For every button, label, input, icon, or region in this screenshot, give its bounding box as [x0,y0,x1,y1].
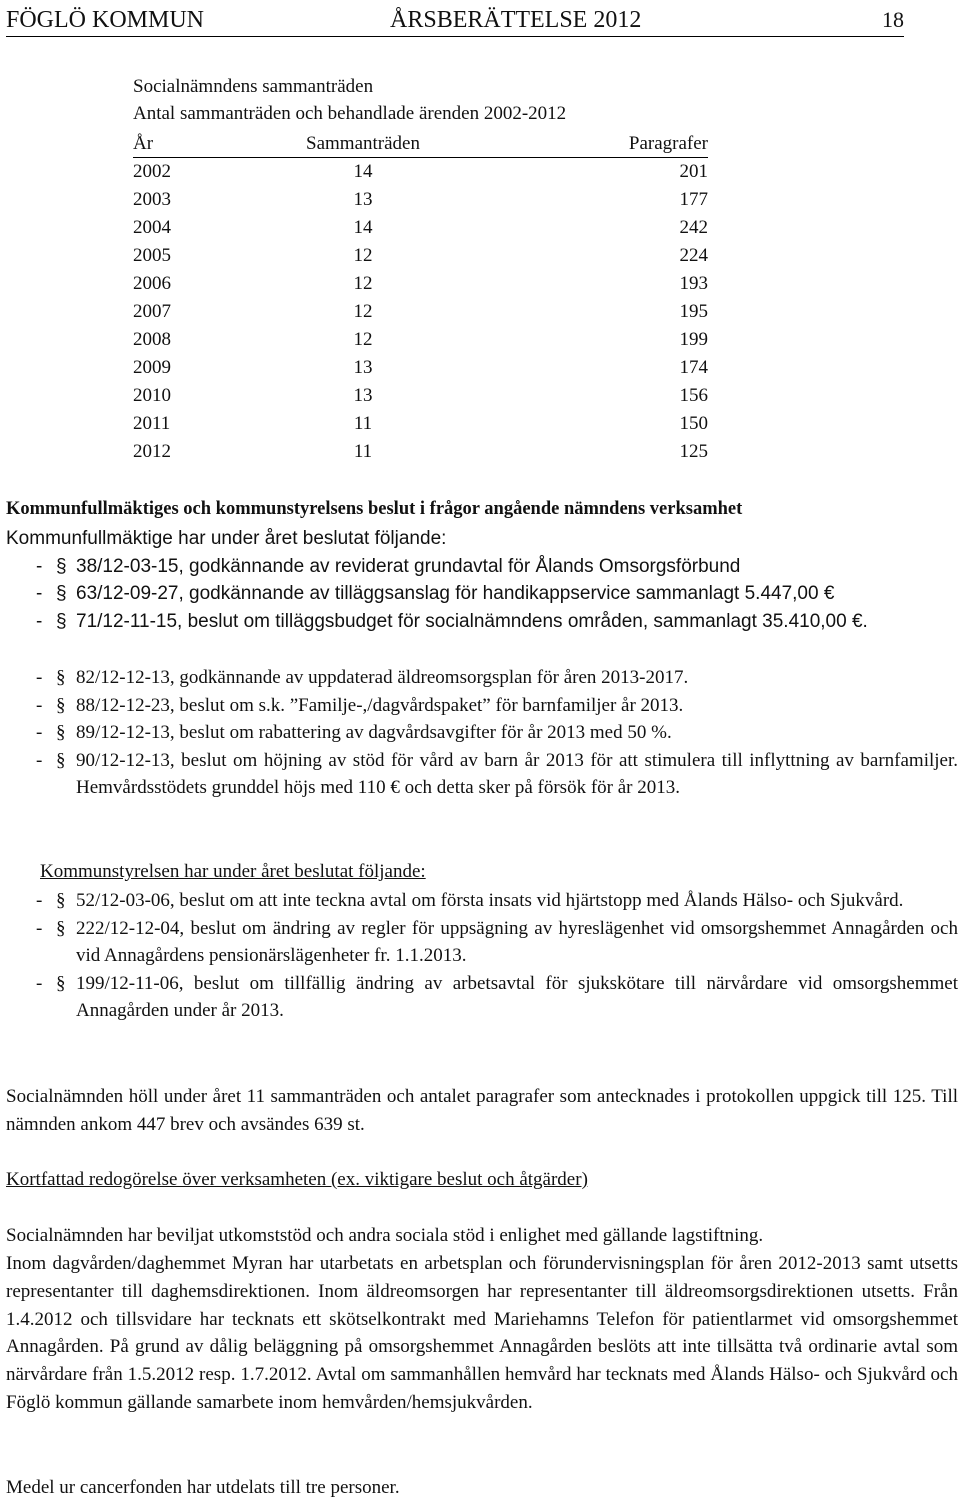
table-row [133,158,708,187]
cell-year: 2004 [133,217,171,238]
overview-paragraph-3: Medel ur cancerfonden har utdelats till tre personer. [6,1477,400,1498]
table-subtitle: Antal sammanträden och behandlade ärenden 2002-2012 [133,103,567,124]
list-item: - § 63/12-09-27, godkännande av tilläggsanslag för handikappservice sammanlagt 5.447,00 € [36,583,835,604]
table-row [133,242,708,270]
cell-year: 2010 [133,385,171,406]
list-item: - § 88/12-12-23, beslut om s.k. ”Familje-,/dagvårdspaket” för barnfamiljer år 2013. [36,694,684,716]
cell-year: 2007 [133,301,171,322]
table-row [133,438,708,466]
cell-paragraphs: 242 [679,217,708,238]
cell-year: 2011 [133,413,171,434]
table-row [133,410,708,438]
overview-paragraph-2: Inom dagvården/daghemmet Myran har utarbetats en arbetsplan och förundervisningsplan för åren 2012-2013 samt utsetts representanter till daghemsdirektionen. Inom äldreomsorgen har representanter till äldreomsorgsdirektionen utsetts. Från 1.4.2012 och tillsvidare har tecknats ett skötselkontrakt med Mariehamns Telefon för patientlarmet vid omsorgshemmet Annagården. På grund av dålig beläggning på omsorgshemmet Annagården beslöts att inte tillsätta två ordinarie avtal som närvårdare från 1.5.2012 resp. 1.7.2012. Avtal om sammanhållen hemvård har tecknats med Ålands Hälso- och Sjukvård och Föglö kommun gällande samarbete inom hemvården/hemsjukvården. [6,1253,958,1413]
cell-paragraphs: 174 [679,357,708,378]
cell-year: 2005 [133,245,171,266]
list-item: - § 199/12-11-06, beslut om tillfällig ändring av arbetsavtal för sjukskötare till närvårdare vid omsorgshemmet Annagården under år 2013. [36,972,958,1021]
header-page-number: 18 [882,7,904,32]
kf-intro: Kommunfullmäktige har under året beslutat följande: [6,528,447,549]
kf-section-2 [6,664,958,802]
table-row [133,326,708,354]
cell-meetings: 12 [353,301,373,322]
cell-paragraphs: 201 [679,161,708,182]
kf-heading: Kommunfullmäktiges och kommunstyrelsens beslut i frågor angående nämndens verksamhet [6,499,743,519]
header-report-title: ÅRSBERÄTTELSE 2012 [390,7,642,33]
cell-year: 2008 [133,329,171,350]
cell-year: 2006 [133,273,171,294]
table-row [133,186,708,214]
cell-meetings: 13 [353,385,373,406]
cell-year: 2012 [133,441,171,462]
ks-intro: Kommunstyrelsen har under året beslutat följande: [40,861,426,882]
table-row [133,270,708,298]
cell-paragraphs: 195 [679,301,708,322]
cell-paragraphs: 193 [679,273,708,294]
summary-paragraph: Socialnämnden höll under året 11 sammanträden och antalet paragrafer som antecknades i protokollen uppgick till 125. Till nämnden ankom 447 brev och avsändes 639 st. [6,1086,958,1135]
cell-year: 2009 [133,357,171,378]
table-header-row [133,131,708,158]
table-row [133,298,708,326]
table-row [133,214,708,242]
cell-paragraphs: 150 [679,413,708,434]
cell-meetings: 14 [353,161,373,182]
col-meetings: Sammanträden [263,131,463,158]
cell-meetings: 13 [353,189,373,210]
cell-paragraphs: 125 [679,441,708,462]
cell-meetings: 12 [353,273,373,294]
col-paragraphs: Paragrafer [463,131,708,158]
cell-year: 2002 [133,161,171,182]
list-item: - § 38/12-03-15, godkännande av reviderat grundavtal för Ålands Omsorgsförbund [36,555,741,577]
cell-meetings: 14 [353,217,373,238]
header-municipality: FÖGLÖ KOMMUN [6,7,205,33]
cell-meetings: 12 [353,329,373,350]
list-item: - § 82/12-12-13, godkännande av uppdaterad äldreomsorgsplan för åren 2013-2017. [36,667,689,688]
table-row [133,382,708,410]
overview-heading: Kortfattad redogörelse över verksamheten (ex. viktigare beslut och åtgärder) [6,1169,588,1190]
ks-section [6,887,958,1025]
meetings-table [133,131,708,466]
cell-year: 2003 [133,189,171,210]
cell-meetings: 11 [353,413,373,434]
list-item: - § 52/12-03-06, beslut om att inte teckna avtal om första insats vid hjärtstopp med Ålands Hälso- och Sjukvård. [36,890,904,911]
cell-paragraphs: 224 [679,245,708,266]
page-header [6,4,904,37]
list-item: - § 90/12-12-13, beslut om höjning av stöd för vård av barn år 2013 för att stimulera till inflyttning av barnfamiljer. Hemvårdsstödets grunddel höjs med 110 € och detta sker på försök för år 2013. [36,749,958,798]
cell-paragraphs: 177 [679,189,708,210]
list-item: - § 71/12-11-15, beslut om tilläggsbudget för socialnämndens områden, sammanlagt 35.410,00 €. [36,610,868,632]
cell-paragraphs: 156 [679,385,708,406]
table-row [133,354,708,382]
cell-meetings: 13 [353,357,373,378]
cell-meetings: 12 [353,245,373,266]
cell-meetings: 11 [353,441,373,462]
table-title: Socialnämndens sammanträden [133,76,374,97]
cell-paragraphs: 199 [679,329,708,350]
kf-section [6,525,958,635]
col-year: År [133,131,263,158]
list-item: - § 222/12-12-04, beslut om ändring av regler för uppsägning av hyreslägenhet vid omsorgshemmet Annagården och vid Annagårdens pensionärslägenheter fr. 1.1.2013. [36,917,958,966]
list-item: - § 89/12-12-13, beslut om rabattering av dagvårdsavgifter för år 2013 med 50 %. [36,722,672,743]
overview-paragraph-1: Socialnämnden har beviljat utkomststöd och andra sociala stöd i enlighet med gällande lagstiftning. [6,1225,764,1246]
